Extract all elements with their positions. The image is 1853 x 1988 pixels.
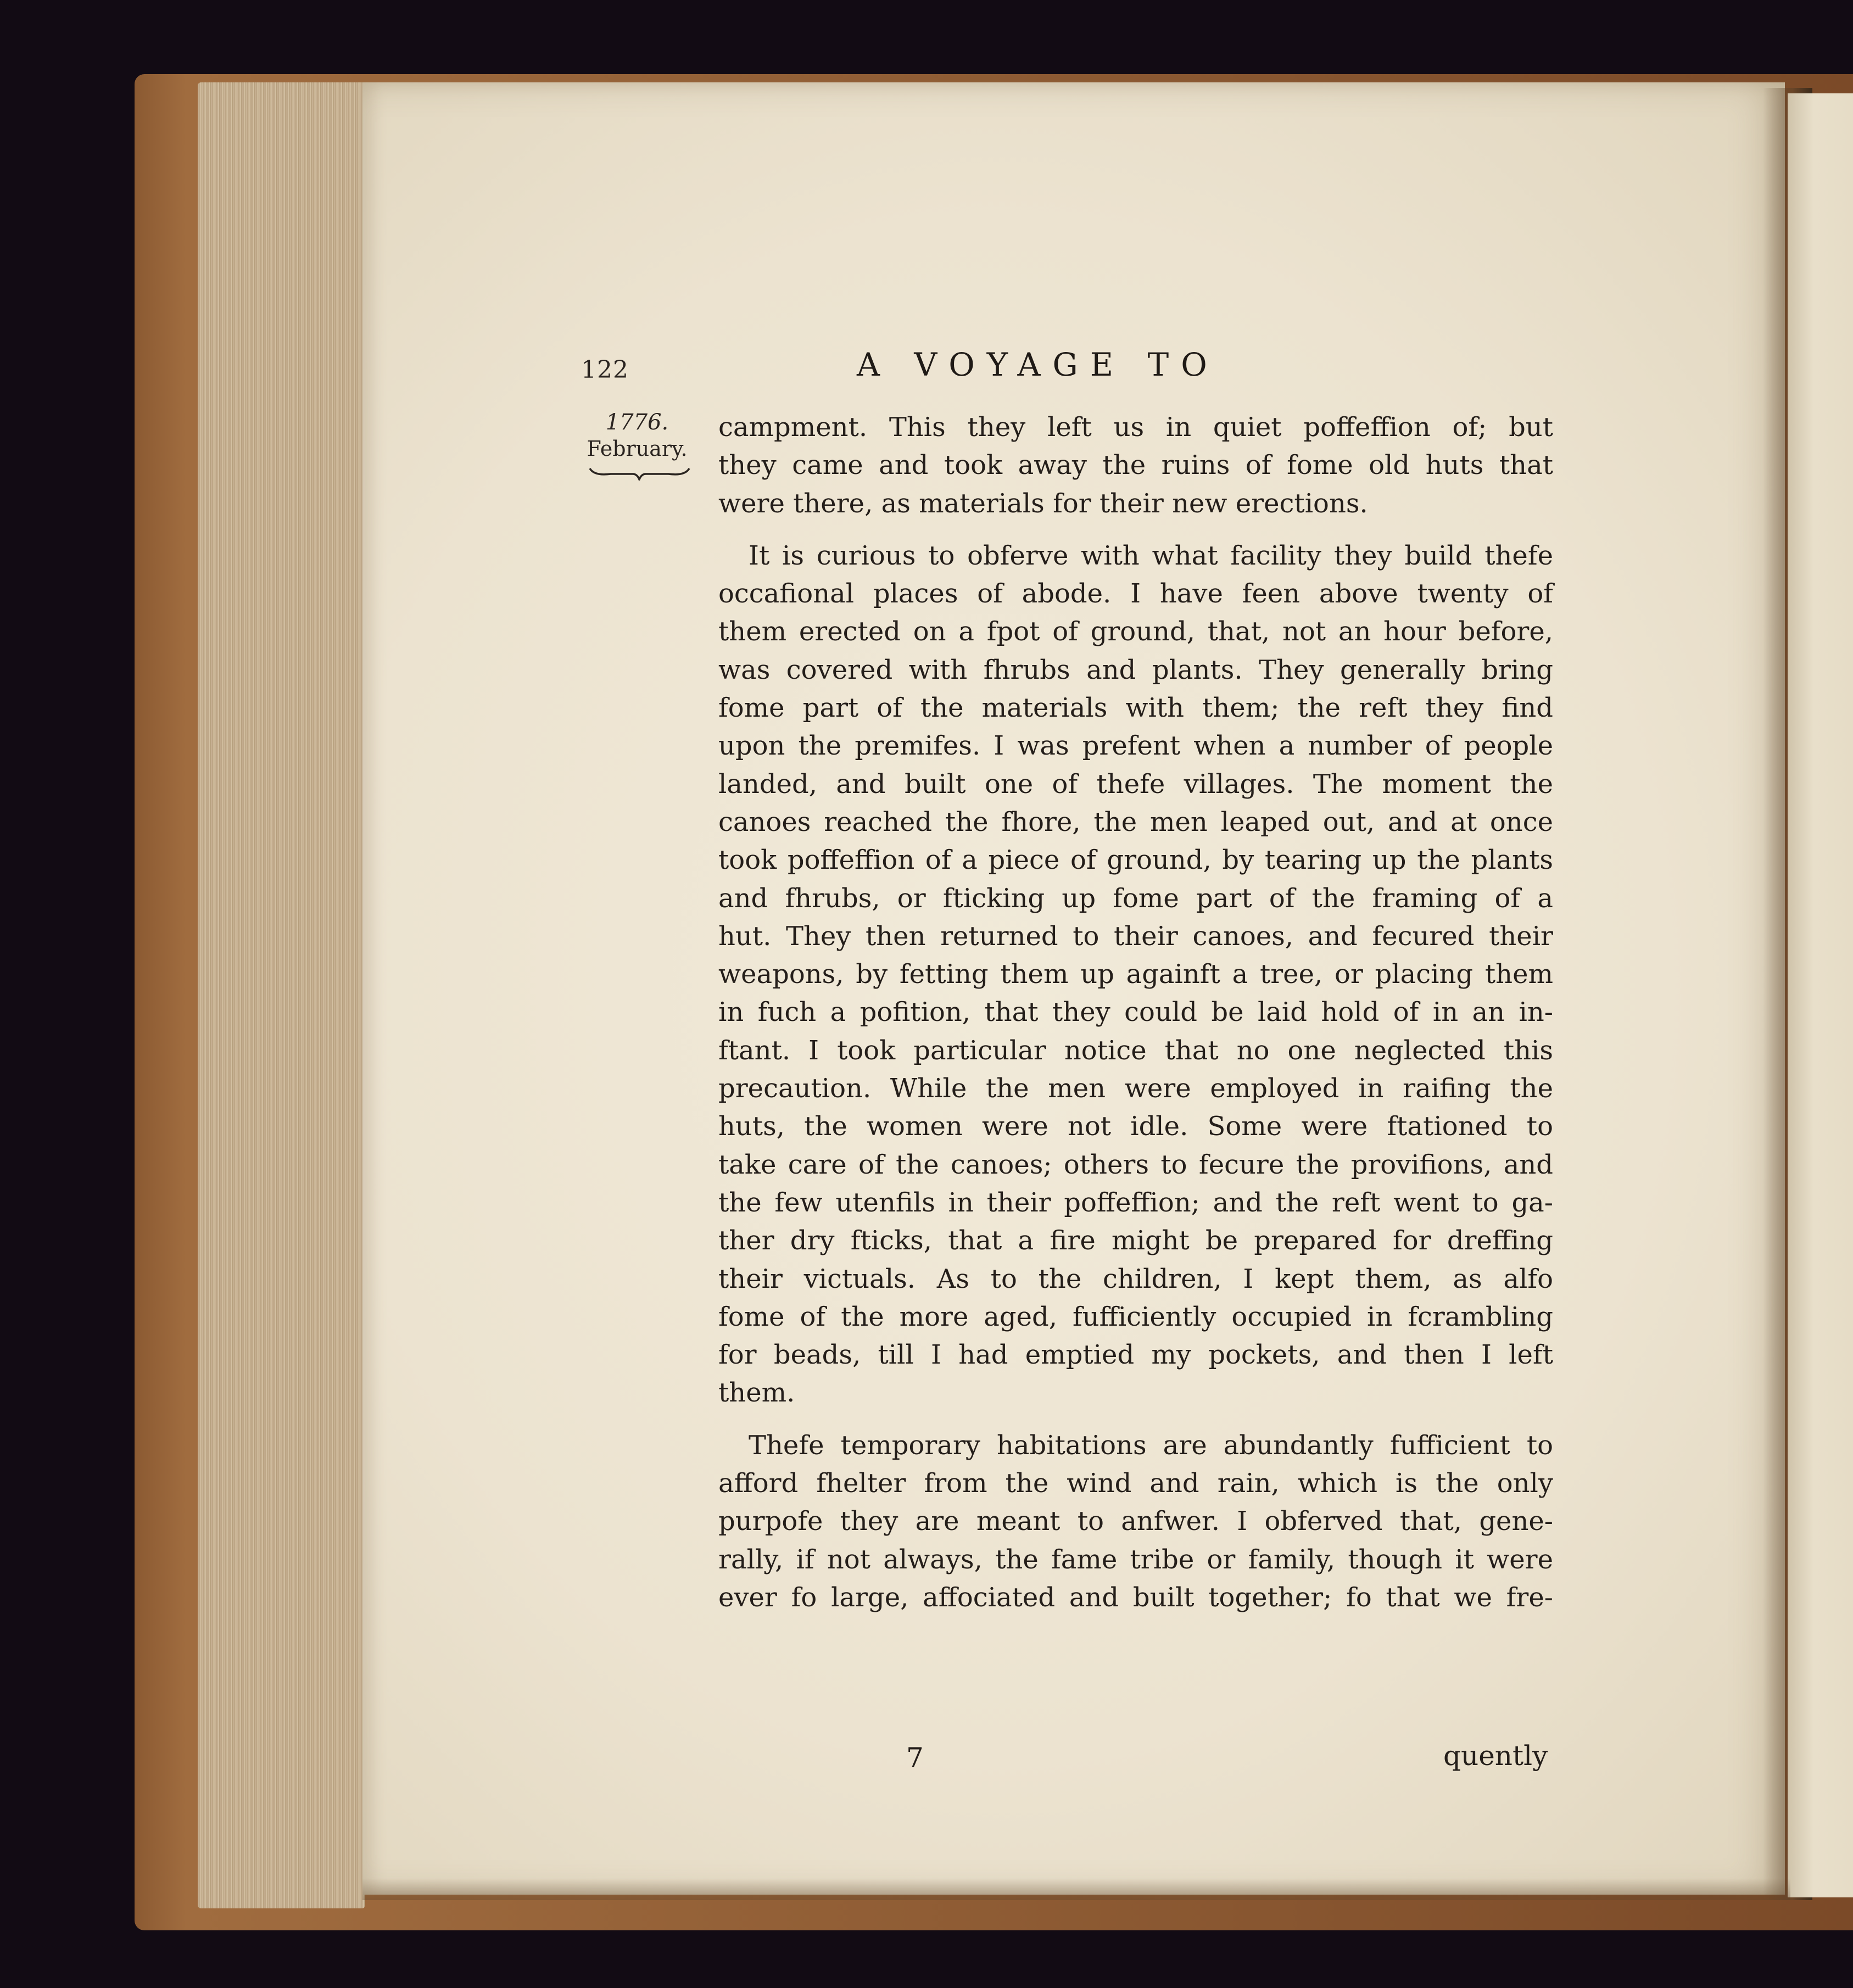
- margin-note: [582, 409, 692, 462]
- margin-note-month: February.: [587, 437, 688, 461]
- text-line: rally, if not always, the fame tribe or family, though it were: [718, 1544, 1553, 1575]
- text-line: Thefe temporary habitations are abundantly fufficient to: [749, 1429, 1553, 1461]
- text-line: were there, as materials for their new erections.: [718, 488, 1368, 519]
- page-number: 122: [581, 356, 629, 384]
- text-line: huts, the women were not idle. Some were ftationed to: [718, 1111, 1553, 1142]
- text-line: they came and took away the ruins of fome old huts that: [718, 450, 1553, 481]
- text-line: precaution. While the men were employed in raifing the: [718, 1073, 1553, 1104]
- text-line: fome of the more aged, fufficiently occupied in fcrambling: [718, 1301, 1553, 1332]
- text-line: and fhrubs, or fticking up fome part of the framing of a: [718, 883, 1553, 914]
- margin-note-year: 1776.: [605, 410, 669, 435]
- text-line: fome part of the materials with them; the reft they find: [718, 693, 1553, 724]
- text-line: weapons, by fetting them up againft a tree, or placing them: [718, 959, 1553, 990]
- text-line: It is curious to obferve with what facility they build thefe: [749, 540, 1553, 571]
- text-line: landed, and built one of thefe villages. The moment the: [718, 768, 1553, 800]
- page-bottom-shadow: [362, 1878, 1790, 1900]
- text-line: them.: [718, 1377, 795, 1409]
- text-line: upon the premifes. I was prefent when a number of people: [718, 730, 1553, 762]
- text-line: for beads, till I had emptied my pockets, and then I left: [718, 1339, 1553, 1371]
- text-line: hut. They then returned to their canoes, and fecured their: [718, 920, 1553, 952]
- paragraph-break: [718, 1412, 1553, 1427]
- body-text: [718, 409, 1553, 1617]
- text-line: campment. This they left us in quiet poffeffion of; but: [718, 412, 1553, 443]
- text-line: them erected on a fpot of ground, that, not an hour before,: [718, 616, 1553, 647]
- text-line: ftant. I took particular notice that no one neglected this: [718, 1035, 1553, 1066]
- text-line: purpofe they are meant to anfwer. I obferved that, gene-: [718, 1506, 1553, 1537]
- text-line: ther dry fticks, that a fire might be prepared for dreffing: [718, 1225, 1553, 1257]
- text-line: canoes reached the fhore, the men leaped out, and at once: [718, 806, 1553, 837]
- paragraph-break: [718, 523, 1553, 537]
- text-line: take care of the canoes; others to fecure the provifions, and: [718, 1149, 1553, 1180]
- text-line: in fuch a pofition, that they could be laid hold of in an in-: [718, 997, 1553, 1028]
- signature-mark: 7: [906, 1742, 924, 1774]
- catchword: quently: [1443, 1740, 1548, 1772]
- page-edges: [198, 82, 365, 1908]
- running-head: A VOYAGE TO: [857, 346, 1219, 383]
- text-line: was covered with fhrubs and plants. They generally bring: [718, 654, 1553, 685]
- text-line: the few utenfils in their poffeffion; and the reft went to ga-: [718, 1187, 1553, 1218]
- margin-brace: [589, 464, 690, 481]
- text-line: occafional places of abode. I have feen above twenty of: [718, 578, 1553, 610]
- text-line: their victuals. As to the children, I kept them, as alfo: [718, 1263, 1553, 1294]
- text-line: ever fo large, affociated and built together; fo that we fre-: [718, 1582, 1553, 1613]
- text-line: afford fhelter from the wind and rain, which is the only: [718, 1468, 1553, 1499]
- facing-page-edge: [1788, 93, 1853, 1897]
- text-line: took poffeffion of a piece of ground, by tearing up the plants: [718, 845, 1553, 876]
